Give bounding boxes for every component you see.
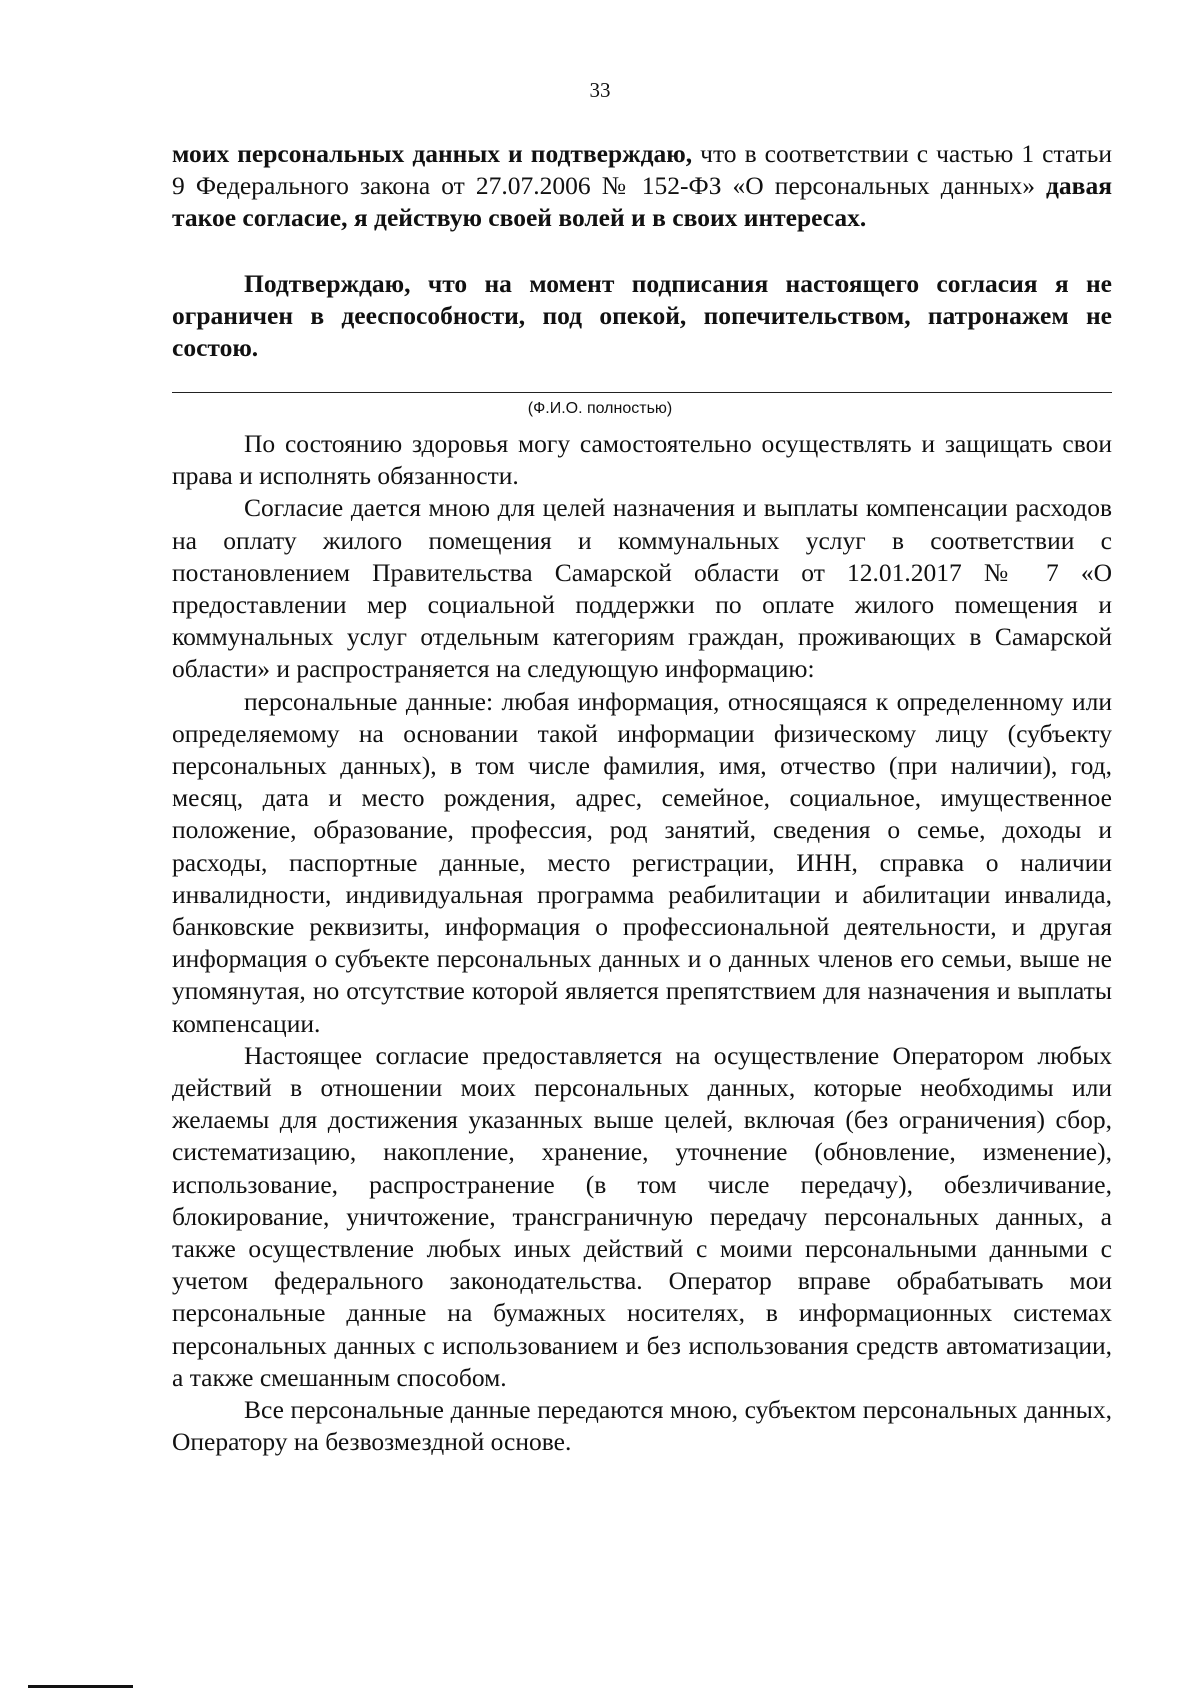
signature-caption: (Ф.И.О. полностью): [527, 400, 673, 417]
intro-text: [172, 138, 1112, 235]
paragraph-health: По состоянию здоровья могу самостоятельно осуществлять и защищать свои права и исполнять обязанности.: [172, 429, 1112, 491]
intro-regular: что в соответствии с частью 1 статьи 9 Федерального закона от 27.07.2006 № 152-ФЗ «О персональных данных»: [172, 139, 1112, 201]
paragraph-operator-actions: Настоящее согласие предоставляется на осуществление Оператором любых действий в отношении моих персональных данных, которые необходимы или желаемы для достижения указанных выше целей, включая (без ограничения) сбор, систематизацию, накопление, хранение, уточнение (обновление, изменение), использование, распространение (в том числе передачу), обезличивание, блокирование, уничтожение, трансграничную передачу персональных данных, а также осуществление любых иных действий с моими персональными данными с учетом федерального законодательства. Оператор вправе обрабатывать мои персональные данные на бумажных носителях, в информационных системах персональных данных с использованием и без использования средств автоматизации, а также смешанным способом.: [172, 1040, 1112, 1392]
intro-bold-start: моих персональных данных и подтверждаю,: [172, 139, 693, 168]
capacity-statement: Подтверждаю, что на момент подписания настоящего согласия я не ограничен в дееспособности, под опекой, попечительством, патронажем не состою.: [172, 269, 1112, 363]
paragraph-purpose: Согласие дается мною для целей назначения и выплаты компенсации расходов на оплату жилого помещения и коммунальных услуг в соответствии с постановлением Правительства Самарской области от 12.01.2017 № 7 «О предоставлении мер социальной поддержки по оплате жилого помещения и коммунальных услуг отдельным категориям граждан, проживающих в Самарской области» и распространяется на следующую информацию:: [172, 493, 1112, 684]
signature-line: [172, 392, 1112, 393]
paragraph-personal-data-definition: персональные данные: любая информация, относящаяся к определенному или определяемому на основании такой информации физическому лицу (субъекту персональных данных), в том числе фамилия, имя, отчество (при наличии), год, месяц, дата и место рождения, адрес, семейное, социальное, имущественное положение, образование, профессия, род занятий, сведения о семье, доходы и расходы, паспортные данные, место регистрации, ИНН, справка о наличии инвалидности, индивидуальная программа реабилитации и абилитации инвалида, банковские реквизиты, информация о профессиональной деятельности, и другая информация о субъекте персональных данных и о данных членов его семьи, выше не упомянутая, но отсутствие которой является препятствием для назначения и выплаты компенсации.: [172, 686, 1112, 1038]
paragraph-free-of-charge: Все персональные данные передаются мною, субъектом персональных данных, Оператору на безвозмездной основе.: [172, 1395, 1112, 1457]
body-text: [172, 428, 1112, 1459]
footnote-rule: [28, 1685, 133, 1688]
intro-bold-end: давая такое согласие, я действую своей волей и в своих интересах.: [172, 171, 1112, 233]
page-number: 33: [589, 78, 611, 102]
intro-paragraph: [172, 138, 1112, 235]
capacity-paragraph: [172, 268, 1112, 365]
